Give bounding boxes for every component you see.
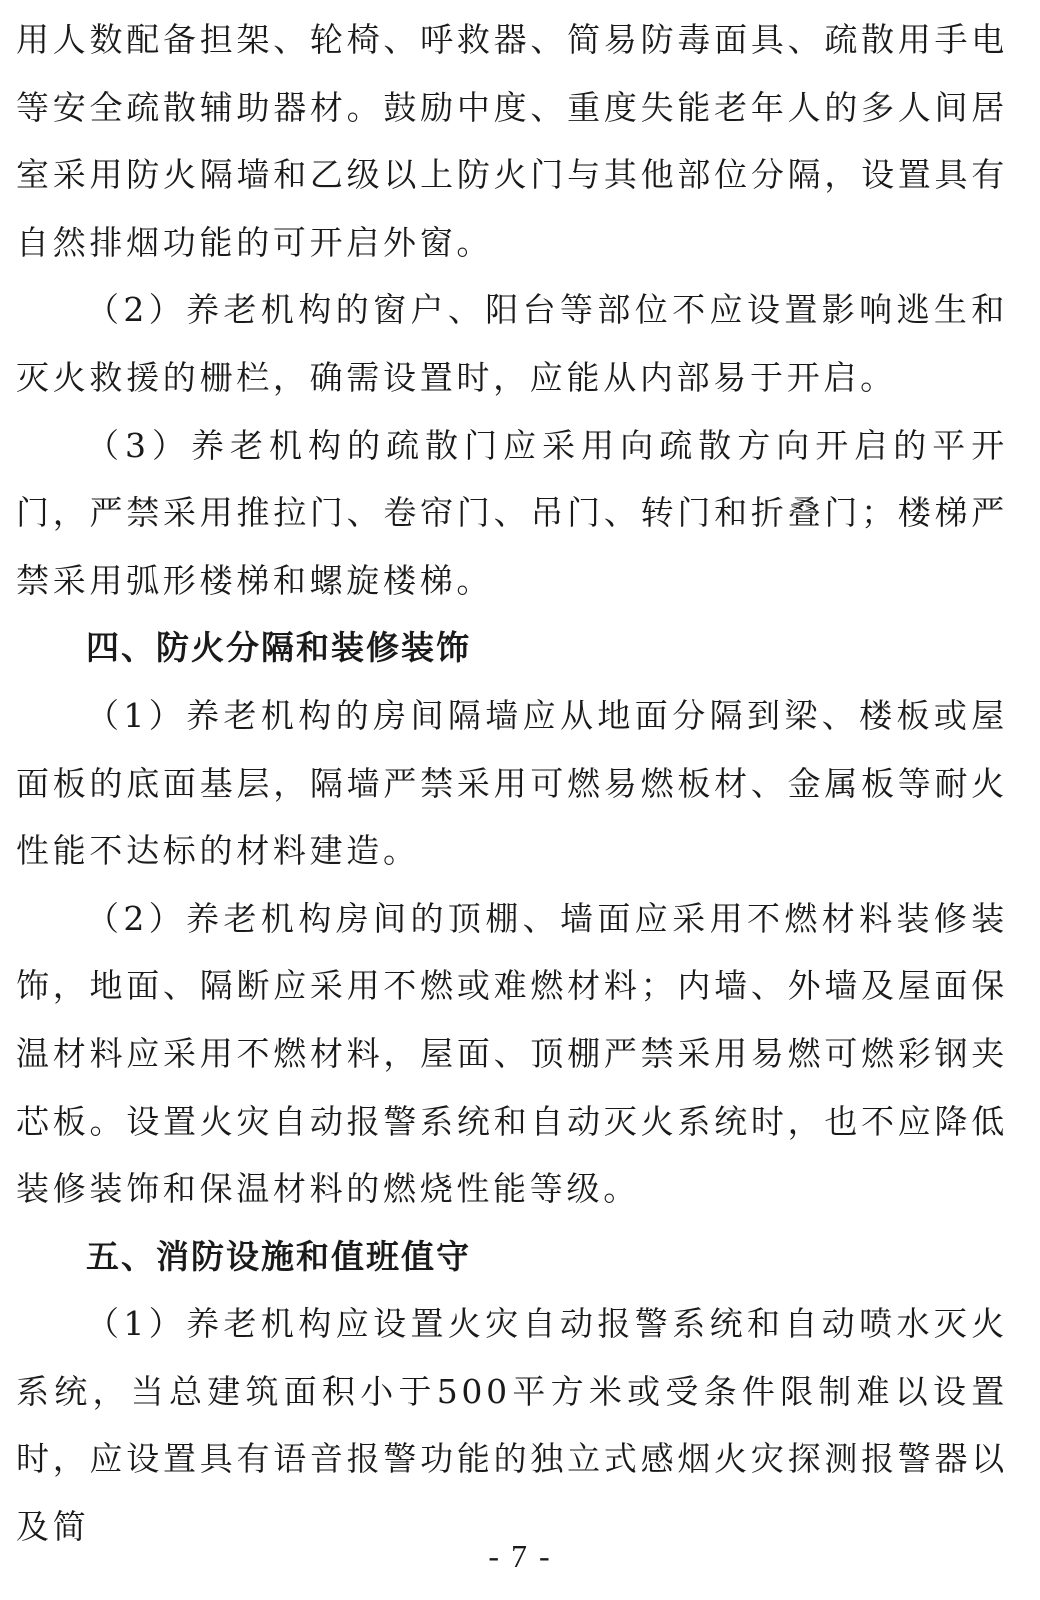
body-paragraph: 用人数配备担架、轮椅、呼救器、简易防毒面具、疏散用手电等安全疏散辅助器材。鼓励中度、重度失能老年人的多人间居室采用防火隔墙和乙级以上防火门与其他部位分隔，设置具有自然排烟功能的可开启外窗。 bbox=[16, 20, 1008, 262]
section-heading: 五、消防设施和值班值守 bbox=[86, 1236, 471, 1276]
document-body bbox=[16, 6, 1008, 1561]
body-paragraph: （1）养老机构应设置火灾自动报警系统和自动喷水灭火系统，当总建筑面积小于500平方米或受条件限制难以设置时，应设置具有语音报警功能的独立式感烟火灾探测报警器以及简 bbox=[16, 1304, 1008, 1547]
body-paragraph: （3）养老机构的疏散门应采用向疏散方向开启的平开门，严禁采用推拉门、卷帘门、吊门、转门和折叠门；楼梯严禁采用弧形楼梯和螺旋楼梯。 bbox=[16, 425, 1008, 600]
page-number: - 7 - bbox=[488, 1538, 552, 1574]
body-paragraph: （2）养老机构房间的顶棚、墙面应采用不燃材料装修装饰，地面、隔断应采用不燃或难燃材料；内墙、外墙及屋面保温材料应采用不燃材料，屋面、顶棚严禁采用易燃可燃彩钢夹芯板。设置火灾自动报警系统和自动灭火系统时，也不应降低装修装饰和保温材料的燃烧性能等级。 bbox=[16, 898, 1008, 1209]
body-paragraph: （2）养老机构的窗户、阳台等部位不应设置影响逃生和灭火救援的栅栏，确需设置时，应能从内部易于开启。 bbox=[16, 290, 1008, 397]
section-heading: 四、防火分隔和装修装饰 bbox=[86, 628, 471, 668]
body-paragraph: （1）养老机构的房间隔墙应从地面分隔到梁、楼板或屋面板的底面基层，隔墙严禁采用可燃易燃板材、金属板等耐火性能不达标的材料建造。 bbox=[16, 695, 1008, 871]
